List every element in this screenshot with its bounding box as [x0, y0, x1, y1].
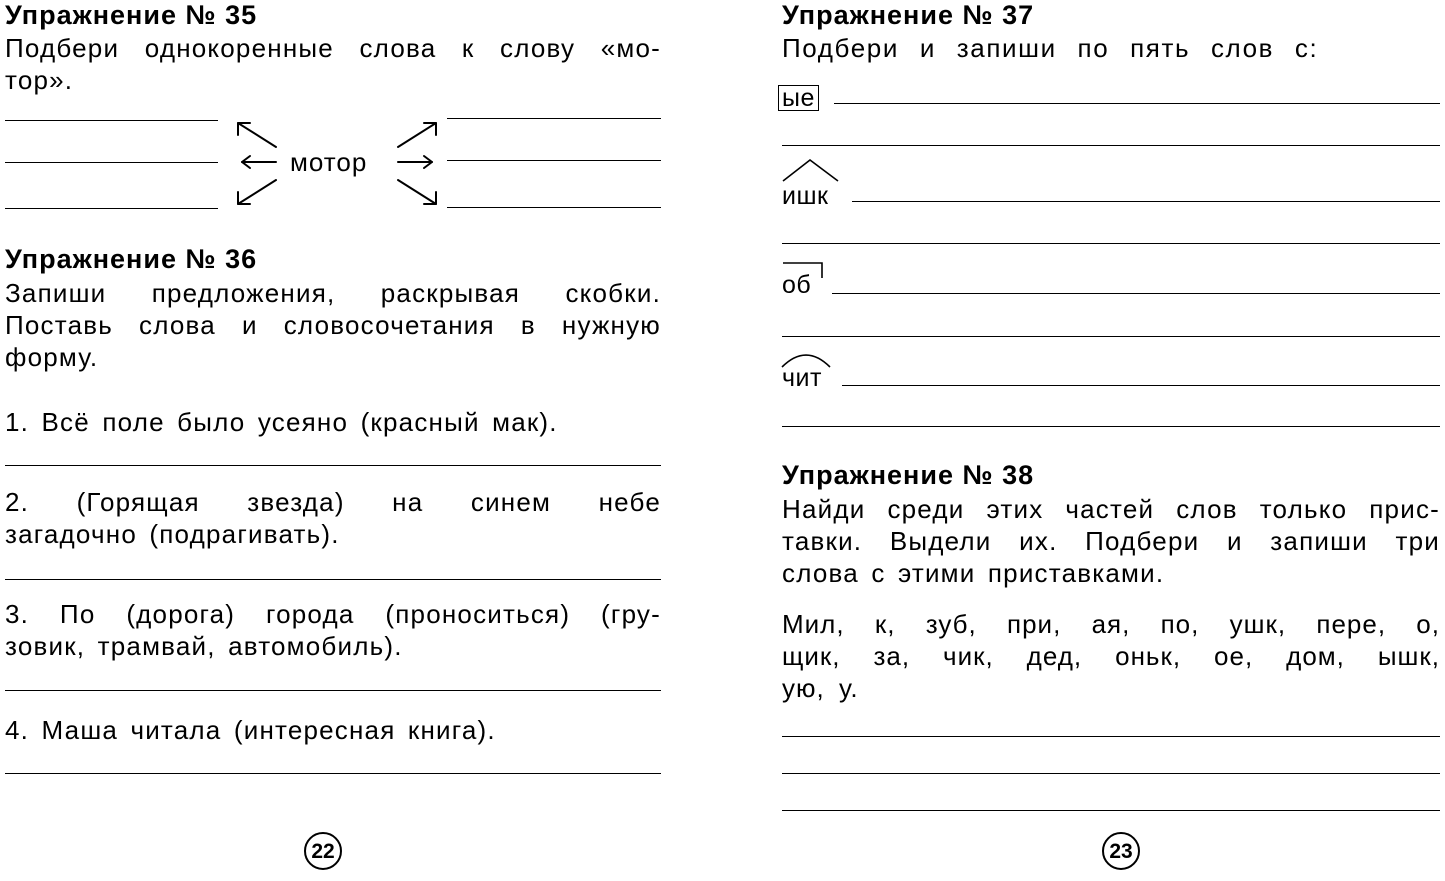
answer-line[interactable] — [782, 243, 1440, 244]
answer-line[interactable] — [832, 293, 1440, 294]
answer-line[interactable] — [842, 385, 1440, 386]
sentence-3-line2: зовик, трамвай, автомобиль). — [5, 631, 403, 661]
exercise-35-text-line1: Подбери однокоренные слова к слову «мо- — [5, 33, 661, 63]
answer-line[interactable] — [5, 690, 661, 691]
page-number: 22 — [304, 832, 342, 870]
exercise-36-text-line3: форму. — [5, 342, 99, 372]
answer-line[interactable] — [782, 426, 1440, 427]
exercise-35-title: Упражнение № 35 — [5, 0, 258, 30]
answer-line[interactable] — [782, 810, 1440, 811]
answer-line[interactable] — [782, 145, 1440, 146]
arrow-up-right-icon — [398, 123, 436, 147]
exercise-36-text-line1: Запиши предложения, раскрывая скобки. — [5, 278, 661, 308]
morpheme-root-chit: чит — [782, 364, 822, 392]
exercise-35-text-line2: тор». — [5, 65, 74, 95]
answer-line[interactable] — [782, 773, 1440, 774]
exercise-38-text-line1: Найди среди этих частей слов только прис- — [782, 494, 1440, 524]
sentence-1: 1. Всё поле было усеяно (красный мак). — [5, 407, 558, 437]
sentence-3-line1: 3. По (дорога) города (проноситься) (гру- — [5, 599, 661, 629]
sentence-2-line2: загадочно (подрагивать). — [5, 519, 340, 549]
arrow-right-icon — [398, 156, 432, 168]
ending-box: ые — [778, 85, 819, 111]
word-parts-line3: ую, у. — [782, 673, 859, 703]
answer-line[interactable] — [5, 162, 218, 163]
exercise-36-text-line2: Поставь слова и словосочетания в нужную — [5, 310, 661, 340]
answer-line[interactable] — [447, 118, 661, 119]
answer-line[interactable] — [782, 336, 1440, 337]
right-page — [722, 0, 1445, 881]
answer-line[interactable] — [5, 773, 661, 774]
exercise-36-title: Упражнение № 36 — [5, 244, 258, 274]
answer-line[interactable] — [782, 736, 1440, 737]
word-parts-line1: Мил, к, зуб, при, ая, по, ушк, пере, о, — [782, 609, 1440, 639]
page-number: 23 — [1102, 832, 1140, 870]
exercise-37-title: Упражнение № 37 — [782, 0, 1035, 30]
arrow-down-right-icon — [398, 180, 436, 204]
answer-line[interactable] — [852, 201, 1440, 202]
answer-line[interactable] — [5, 465, 661, 466]
answer-line[interactable] — [5, 579, 661, 580]
left-page — [0, 0, 700, 881]
exercise-38-text-line2: тавки. Выдели их. Подбери и запиши три — [782, 526, 1440, 556]
answer-line[interactable] — [834, 103, 1440, 104]
answer-line[interactable] — [447, 160, 661, 161]
arrow-left-icon — [242, 156, 276, 168]
morpheme-prefix-ob: об — [782, 271, 812, 299]
arrow-up-left-icon — [238, 123, 276, 147]
answer-line[interactable] — [5, 120, 218, 121]
sentence-4: 4. Маша читала (интересная книга). — [5, 715, 496, 745]
exercise-37-text: Подбери и запиши по пять слов с: — [782, 33, 1319, 63]
suffix-mark-icon — [782, 158, 840, 182]
morpheme-suffix-ishk: ишк — [782, 182, 829, 210]
morpheme-suffix-ye — [778, 84, 819, 113]
arrow-down-left-icon — [238, 180, 276, 204]
exercise-38-text-line3: слова с этими приставками. — [782, 558, 1165, 588]
exercise-38-title: Упражнение № 38 — [782, 460, 1035, 490]
answer-line[interactable] — [5, 208, 218, 209]
center-word: мотор — [290, 147, 368, 177]
answer-line[interactable] — [447, 207, 661, 208]
sentence-2-line1: 2. (Горящая звезда) на синем небе — [5, 487, 661, 517]
word-parts-line2: щик, за, чик, дед, оньк, ое, дом, ышк, — [782, 641, 1440, 671]
